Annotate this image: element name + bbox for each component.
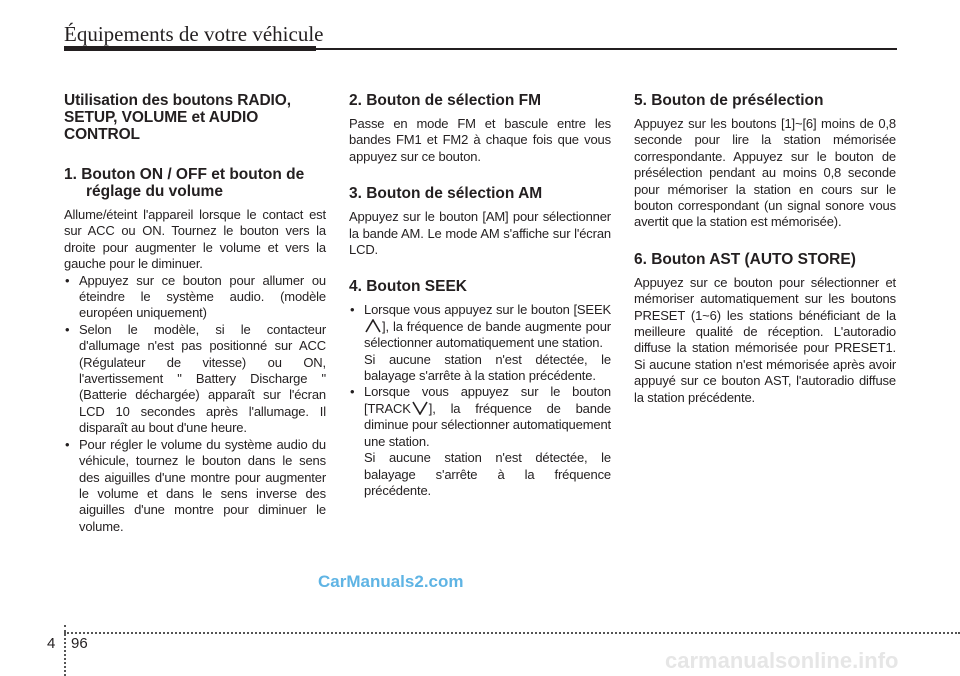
column-1 (64, 92, 326, 535)
ast-title: 6. Bouton AST (AUTO STORE) (634, 250, 856, 268)
column-3 (634, 92, 896, 406)
item-1-bullets (64, 273, 326, 536)
am-title: 3. Bouton de sélection AM (349, 185, 543, 203)
watermark-link[interactable]: CarManuals2.com (318, 572, 464, 591)
bullet-item: • Lorsque vous appuyez sur le bouton [SEEK], la fréquence de bande augmente pour sélectionner automatiquement une station. Si aucune station n'est détectée, le balayage s'arrête à la station précédente. (350, 302, 611, 384)
footer-rule (64, 632, 960, 634)
preset-title: 5. Bouton de présélection (634, 92, 824, 109)
section-title: Utilisation des boutons RADIO, SETUP, VOLUME et AUDIO CONTROL (64, 92, 291, 143)
chevron-up-icon (365, 319, 381, 333)
bullet-item: • Lorsque vous appuyez sur le bouton [TRACK ], la fréquence de bande diminue pour sélectionner automatiquement une station. Si aucune station n'est détectée, le balayage s'arrête à la fréquence précédente. (350, 384, 611, 498)
ast-text: Appuyez sur ce bouton pour sélectionner et mémoriser automatiquement sur les boutons PRESET (1~6) les stations bénéficiant de la meilleure qualité de réception. L'autoradio diffuse la station mémorisée pour PRESET1. Si aucune station n'est mémorisée après avoir appuyé sur ce bouton AST, l'autoradio diffuse la station précédente. (634, 274, 896, 405)
footer-divider (64, 625, 66, 676)
seek-title: 4. Bouton SEEK (349, 278, 467, 296)
chevron-down-icon (412, 401, 428, 415)
fm-text: Passe en mode FM et bascule entre les bandes FM1 et FM2 à chaque fois que vous appuyez sur ce bouton. (349, 116, 611, 164)
bullet-item: • Appuyez sur ce bouton pour allumer ou éteindre le système audio. (modèle européen uniquement) (65, 272, 326, 321)
seek-b1-sub: Si aucune station n'est détectée, le balayage s'arrête à la station précédente. (364, 351, 611, 384)
am-text: Appuyez sur le bouton [AM] pour sélectionner la bande AM. Le mode AM s'affiche sur l'écran LCD. (349, 209, 611, 258)
chapter-number: 4 (47, 635, 56, 652)
item-1-title: 1. Bouton ON / OFF et bouton de réglage du volume (64, 166, 305, 200)
header-rule-thin (316, 48, 897, 50)
bullet-item: • Selon le modèle, si le contacteur d'allumage n'est pas positionné sur ACC (Régulateur de vitesse) ou ON, l'avertissement " Battery Discharge " (Batterie déchargée) apparaît sur l'écran LCD 10 secondes après l'allumage. Il disparaît au bout d'une heure. (65, 321, 326, 436)
fm-title: 2. Bouton de sélection FM (349, 92, 542, 109)
seek-bullets (349, 302, 611, 499)
seek-b2-sub: Si aucune station n'est détectée, le balayage s'arrête à la fréquence précédente. (364, 450, 611, 498)
header-rule-thick (64, 46, 316, 51)
bullet-item: • Pour régler le volume du système audio du véhicule, tournez le bouton dans le sens des aiguilles d'une montre pour augmenter le volume et dans le sens inverse des aiguilles d'une montre pour diminuer le volume. (65, 436, 326, 534)
page-header-title: Équipements de votre véhicule (64, 22, 324, 46)
item-1-text: Allume/éteint l'appareil lorsque le contact est sur ACC ou ON. Tournez le bouton vers la droite pour augmenter le volume et vers la gauche pour le diminuer. (64, 207, 326, 272)
page-number: 96 (71, 635, 88, 652)
site-watermark: carmanualsonline.info (665, 648, 899, 673)
preset-text: Appuyez sur les boutons [1]~[6] moins de 0,8 seconde pour lire la station mémorisée correspondante. Appuyez sur le bouton de présélection pendant au moins 0,8 seconde pour mémoriser la station en cours sur le bouton correspondant (un signal sonore vous avertit que la station est mémorisée). (634, 116, 896, 230)
column-2 (349, 92, 611, 499)
